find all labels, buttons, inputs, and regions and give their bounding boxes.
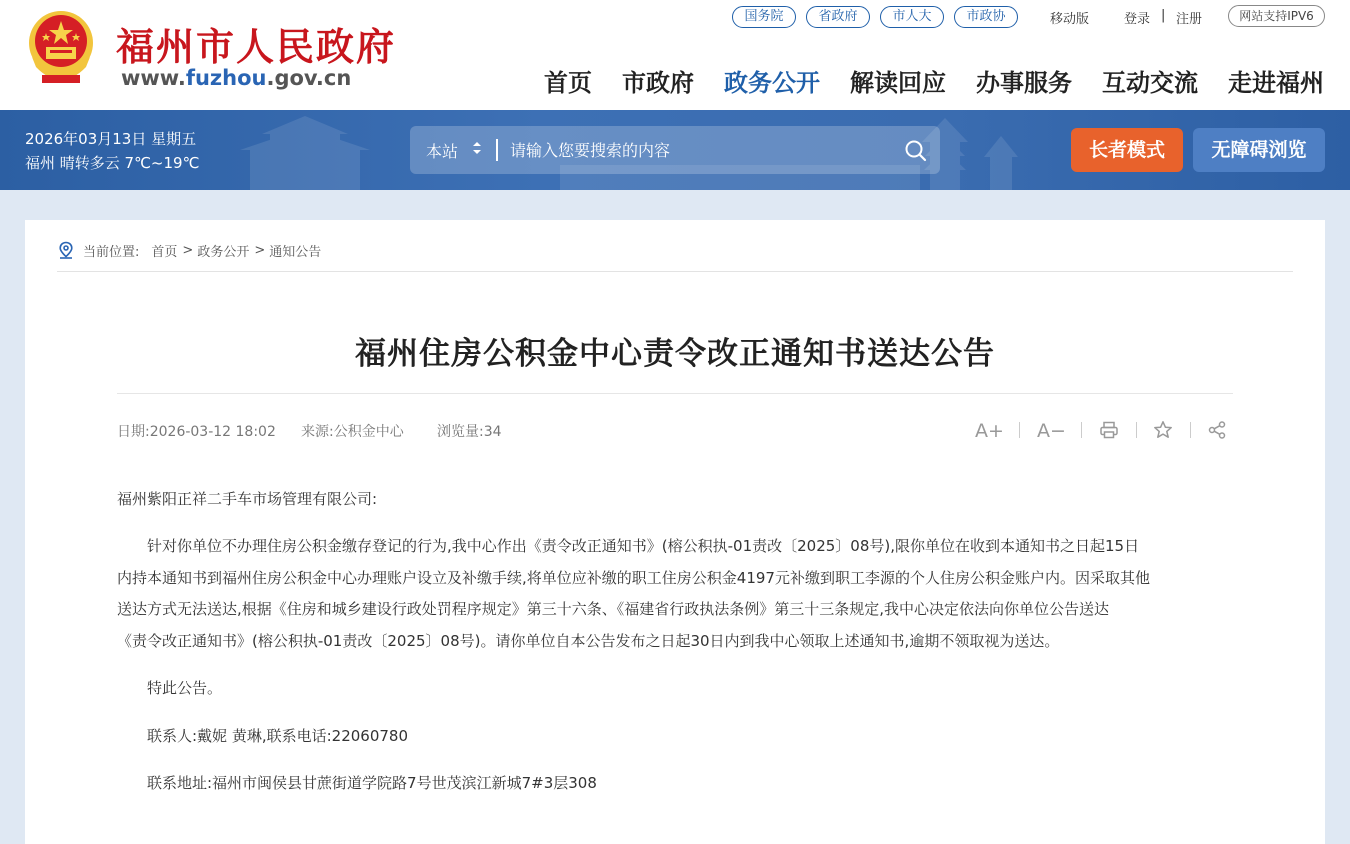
breadcrumb-notices[interactable]: 通知公告 [269, 244, 322, 260]
body-line-3: 送达方式无法送达,根据《住房和城乡建设行政处罚程序规定》第三十六条、《福建省行政执法条例》第三十三条规定,我中心决定依法向你单位公告送达 [117, 600, 1110, 618]
view-count: 浏览量:34 [437, 424, 502, 440]
font-increase-button[interactable]: A+ [975, 420, 1004, 442]
search-bar [410, 126, 940, 174]
nav-interpretation[interactable]: 解读回应 [850, 69, 946, 97]
body-line-1: 针对你单位不办理住房公积金缴存登记的行为,我中心作出《责令改正通知书》(榕公积执-01责改〔2025〕08号),限你单位在收到本通知书之日起15日 [117, 537, 1140, 555]
top-link-shengzhengfu[interactable]: 省政府 [806, 6, 870, 28]
login-link[interactable]: 登录 [1124, 12, 1151, 27]
nav-services[interactable]: 办事服务 [976, 69, 1072, 97]
login-separator: | [1161, 8, 1166, 23]
site-url-prefix: www. [121, 66, 186, 90]
mobile-version-link[interactable]: 移动版 [1050, 12, 1090, 27]
nav-interaction[interactable]: 互动交流 [1102, 69, 1198, 97]
accessibility-button[interactable]: 无障碍浏览 [1193, 128, 1325, 172]
font-decrease-button[interactable]: A− [1037, 420, 1066, 442]
site-url[interactable] [121, 66, 351, 90]
contact-address-paragraph: 联系地址:福州市闽侯县甘蔗街道学院路7号世茂滨江新城7#3层308 [117, 774, 597, 792]
addressee-paragraph: 福州紫阳正祥二手车市场管理有限公司: [117, 490, 378, 508]
ipv6-badge: 网站支持IPV6 [1228, 5, 1325, 27]
nav-home[interactable]: 首页 [544, 69, 592, 97]
site-url-suffix: .gov.cn [266, 66, 352, 90]
breadcrumb-separator: > [182, 242, 194, 258]
national-emblem-icon[interactable] [24, 9, 98, 87]
article-source: 来源:公积金中心 [301, 424, 404, 440]
tool-separator [1081, 422, 1082, 438]
article-card [25, 220, 1325, 844]
contact-person-paragraph: 联系人:戴妮 黄琳,联系电话:22060780 [117, 727, 408, 745]
breadcrumb-government-affairs[interactable]: 政务公开 [197, 244, 250, 260]
nav-government-affairs[interactable]: 政务公开 [724, 69, 820, 97]
breadcrumb-home[interactable]: 首页 [151, 244, 178, 260]
search-divider [496, 139, 498, 161]
article-title: 福州住房公积金中心责令改正通知书送达公告 [355, 336, 995, 372]
tool-separator [1190, 422, 1191, 438]
nav-city-government[interactable]: 市政府 [622, 69, 694, 97]
title-divider [117, 393, 1233, 394]
elder-mode-button[interactable]: 长者模式 [1071, 128, 1183, 172]
top-link-guowuyuan[interactable]: 国务院 [732, 6, 796, 28]
breadcrumb-divider [57, 271, 1293, 272]
register-link[interactable]: 注册 [1176, 12, 1203, 27]
body-line-4: 《责令改正通知书》(榕公积执-01责改〔2025〕08号)。请你单位自本公告发布之日起30日内到我中心领取上述通知书,逾期不领取视为送达。 [117, 632, 1060, 650]
site-title[interactable]: 福州市人民政府 [116, 24, 397, 69]
publish-date: 日期:2026-03-12 18:02 [117, 424, 276, 440]
breadcrumb-label: 当前位置: [83, 244, 140, 260]
closing-paragraph: 特此公告。 [117, 679, 223, 697]
body-line-2: 内持本通知书到福州住房公积金中心办理账户设立及补缴手续,将单位应补缴的职工住房公积金4197元补缴到职工李源的个人住房公积金账户内。因采取其他 [117, 569, 1150, 587]
location-pin-icon [57, 241, 75, 259]
breadcrumb [57, 240, 325, 260]
site-url-highlight: fuzhou [185, 66, 267, 90]
site-header [0, 0, 1350, 110]
share-icon[interactable] [1207, 420, 1227, 440]
tool-separator [1019, 422, 1020, 438]
search-scope-select[interactable]: 本站 [426, 142, 459, 161]
top-link-shizhengxie[interactable]: 市政协 [954, 6, 1018, 28]
current-date: 2026年03月13日 星期五 [25, 130, 197, 148]
weather-info: 福州 晴转多云 7℃~19℃ [25, 154, 200, 172]
sort-arrows-icon[interactable] [472, 140, 482, 156]
breadcrumb-separator: > [254, 242, 266, 258]
print-icon[interactable] [1099, 420, 1119, 440]
banner [0, 110, 1350, 190]
top-link-shirenda[interactable]: 市人大 [880, 6, 944, 28]
nav-about-fuzhou[interactable]: 走进福州 [1228, 69, 1324, 97]
tool-separator [1136, 422, 1137, 438]
search-icon[interactable] [904, 139, 928, 163]
star-favorite-icon[interactable] [1153, 420, 1173, 440]
search-input[interactable] [510, 136, 890, 164]
